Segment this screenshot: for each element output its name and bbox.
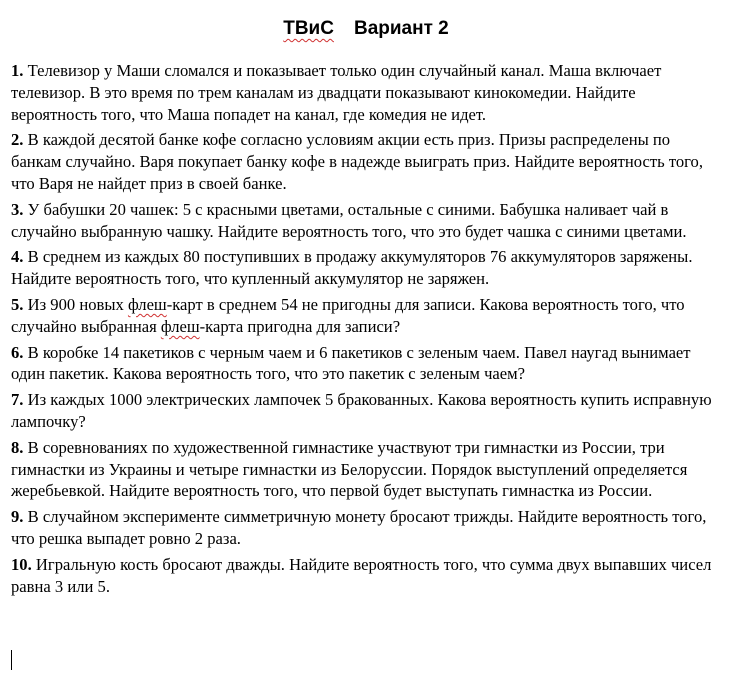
problem-text: Из каждых 1000 электрических лампочек 5 бракованных. Какова вероятность купить исправную лампочку? [11, 390, 712, 431]
text-cursor[interactable] [11, 650, 12, 670]
problem-list [11, 60, 723, 601]
problem-number: 1. [11, 61, 24, 80]
problem-7 [11, 389, 723, 433]
problem-8 [11, 437, 723, 502]
problem-6 [11, 342, 723, 386]
spellcheck-word: флеш [127, 294, 167, 314]
problem-number: 10. [11, 554, 32, 574]
problem-number: 6. [11, 342, 24, 362]
problem-number: 8. [11, 437, 24, 457]
spellcheck-word: флеш [160, 316, 200, 336]
problem-text: Игральную кость бросают дважды. Найдите вероятность того, что сумма двух выпавших чисел равна 3 или 5. [11, 554, 712, 596]
problem-number: 2. [11, 130, 24, 150]
problem-text: Телевизор у Маши сломался и показывает только один случайный канал. Маша включает телевизор. В это время по трем каналам из двадцати показывают кинокомедии. Найдите вероятность того, что Маша попадет на канал, где комедия не идет. [11, 61, 662, 124]
problem-2 [11, 129, 723, 194]
problem-number: 3. [11, 199, 24, 219]
problem-number: 4. [11, 247, 24, 267]
title-variant: Вариант 2 [353, 18, 449, 39]
problem-text-part: -карта пригодна для записи? [199, 316, 401, 336]
problem-3 [11, 199, 723, 243]
problem-number: 9. [11, 507, 24, 527]
problem-9 [11, 506, 723, 550]
problem-text: В случайном эксперименте симметричную монету бросают трижды. Найдите вероятность того, что решка выпадет ровно 2 раза. [11, 507, 707, 548]
problem-text-part: -карт в среднем 54 не пригодны для записи. Какова вероятность того, что случайно выбранная [11, 294, 685, 336]
problem-text: В коробке 14 пакетиков с черным чаем и 6 пакетиков с зеленым чаем. Павел наугад вынимает один пакетик. Какова вероятность того, что это пакетик с зеленым чаем? [11, 342, 691, 384]
problem-text: У бабушки 20 чашек: 5 с красными цветами, остальные с синими. Бабушка наливает чай в случайно выбранную чашку. Найдите вероятность того, что это будет чашка с синими цветами. [11, 199, 687, 241]
problem-text: В среднем из каждых 80 поступивших в продажу аккумуляторов 76 аккумуляторов заряжены. Найдите вероятность того, что купленный аккумулятор не заряжен. [11, 247, 693, 289]
problem-4 [11, 246, 723, 290]
problem-number: 5. [11, 294, 24, 314]
problem-1 [11, 60, 723, 125]
problem-10 [11, 554, 723, 598]
problem-5 [11, 294, 723, 338]
problem-text-part: Из 900 новых [27, 294, 128, 314]
document-title [0, 18, 732, 40]
problem-number: 7. [11, 390, 24, 410]
problem-text: В соревнованиях по художественной гимнастике участвуют три гимнастки из России, три гимнастки из Украины и четыре гимнастки из Белоруссии. Порядок выступлений определяется жеребьевкой. Найдите вероятность того, что первой будет выступать гимнастка из России. [11, 437, 688, 501]
title-abbreviation: ТВиС [283, 18, 334, 39]
problem-text: В каждой десятой банке кофе согласно условиям акции есть приз. Призы распределены по банкам случайно. Варя покупает банку кофе в надежде выиграть приз. Найдите вероятность того, что Варя не найдет приз в своей банке. [11, 130, 703, 193]
